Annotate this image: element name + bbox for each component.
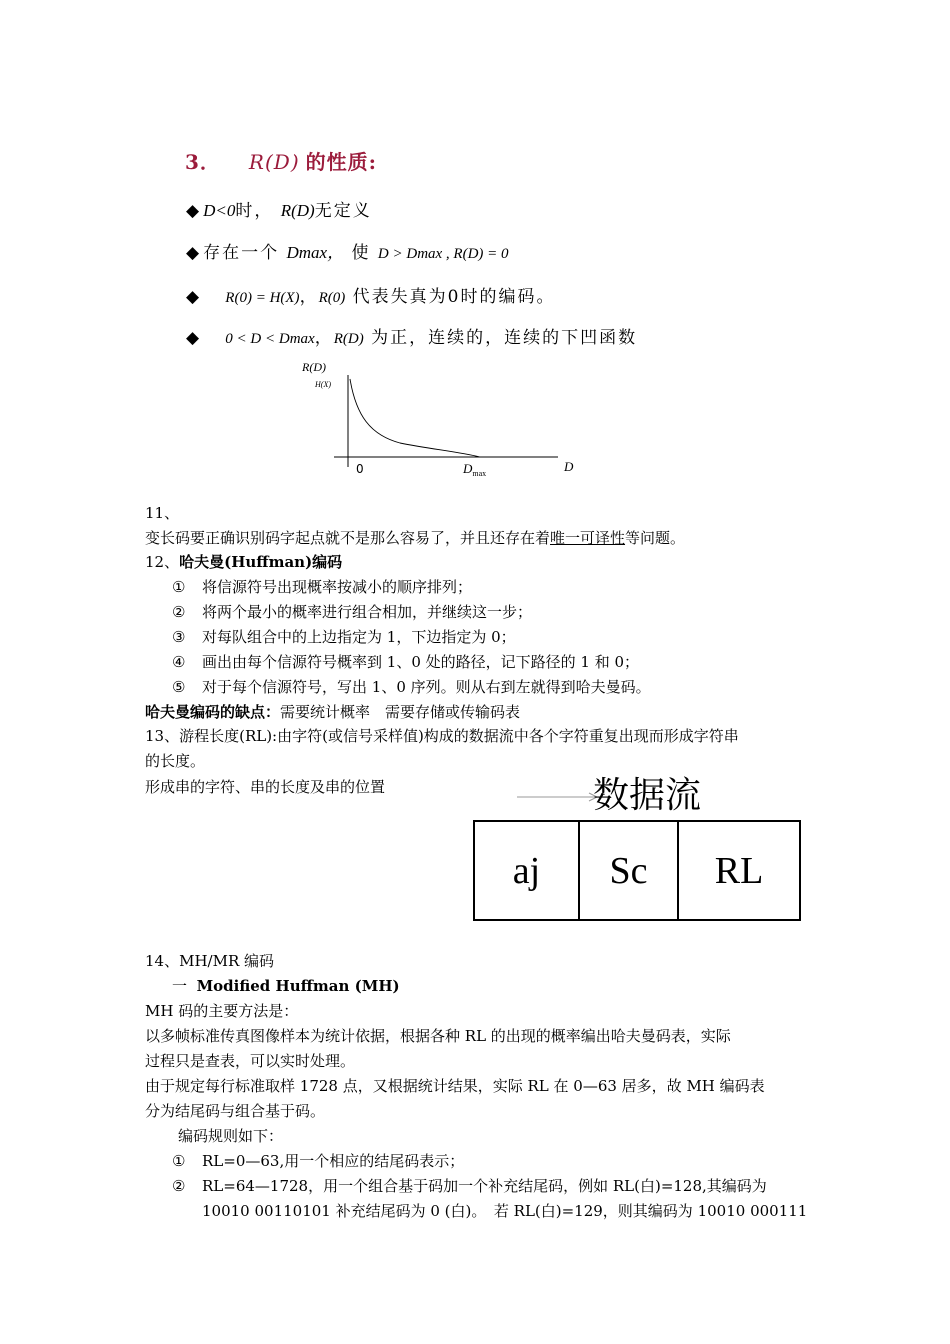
bullet-1-math: D<0 (203, 201, 236, 220)
item14-p2a: 以多帧标准传真图像样本为统计依据，根据各种 RL 的出现的概率编出哈夫曼码表，实际 (145, 1027, 731, 1045)
bullet-3-math2: R(0) (318, 290, 346, 306)
item12-title: 哈夫曼(Huffman)编码 (179, 553, 343, 571)
rule-item (172, 1175, 767, 1196)
step-mark: ② (172, 603, 186, 621)
step-mark: ③ (172, 628, 186, 646)
bullet-1 (186, 196, 372, 221)
heading-math: R(D) (248, 150, 300, 174)
huffman-step (172, 626, 516, 647)
bullet-3 (186, 282, 555, 307)
huffman-step (172, 651, 639, 672)
item11-number: 11、 (145, 504, 180, 522)
item14-p2b: 过程只是查表，可以实时处理。 (145, 1052, 356, 1070)
bullet-4 (186, 323, 637, 348)
step-text: 对于每个信源符号，写出 1、0 序列。则从右到左就得到哈夫曼码。 (202, 678, 651, 696)
huffman-step (172, 676, 651, 697)
item12-heading (145, 551, 342, 572)
item13-line2: 的长度。 (145, 752, 206, 770)
item11-underlined: 唯一可译性 (550, 529, 626, 547)
huffman-drawback (145, 701, 520, 722)
heading-number: 3． (185, 150, 221, 174)
origin-label: 0 (356, 462, 364, 476)
step-mark: ⑤ (172, 678, 186, 696)
cell-rl: RL (714, 849, 764, 892)
rule-item (172, 1150, 464, 1171)
rules-title: 编码规则如下： (178, 1127, 284, 1145)
step-text: 对每队组合中的上边指定为 1，下边指定为 0； (202, 628, 516, 646)
rd-curve (350, 379, 480, 457)
bullet-2-text: 存在一个 (203, 243, 280, 263)
bullet-2-text2: 使 (351, 243, 371, 263)
diamond-bullet-icon: ◆ (186, 287, 202, 307)
section-heading (185, 146, 377, 175)
huffman-step (172, 576, 472, 597)
step-text: 将两个最小的概率进行组合相加，并继续这一步； (202, 603, 533, 621)
item14-title: 14、MH/MR 编码 (145, 952, 275, 970)
bullet-3-text2: 代表失真为0时的编码。 (352, 287, 556, 307)
cell-sc: Sc (580, 822, 679, 919)
item14-p3b: 分为结尾码与组合基于码。 (145, 1102, 326, 1120)
diamond-bullet-icon: ◆ (186, 328, 202, 348)
bullet-3-math: R(0) = H(X) (225, 290, 300, 306)
y-label: R(D) (302, 360, 326, 374)
item13-line1: 13、游程长度(RL):由字符(或信号采样值)构成的数据流中各个字符重复出现而形成字符串 (145, 727, 739, 745)
rule-text-continued: 10010 00110101 补充结尾码为 0 (白)。 若 RL(白)=129，则其编码为 10010 000111 (202, 1202, 808, 1220)
diamond-bullet-icon: ◆ (186, 243, 202, 263)
run-length-table (473, 820, 801, 921)
bullet-2-math2: D > Dmax , R(D) = 0 (377, 246, 509, 262)
item13-line3: 形成串的字符、串的长度及串的位置 (145, 778, 386, 796)
bullet-1-text2: 无定义 (314, 201, 372, 221)
heading-text: 的性质: (305, 150, 378, 174)
data-stream-title: 数据流 (593, 775, 702, 816)
item12-number: 12、 (145, 553, 180, 571)
bullet-4-math: 0 < D < Dmax (225, 331, 315, 347)
rule-text: RL=0—63,用一个相应的结尾码表示； (202, 1152, 465, 1170)
bullet-2-math: Dmax， (286, 243, 345, 262)
bullet-4-math2: R(D) (333, 331, 364, 347)
huffman-step (172, 601, 532, 622)
drawback-text: 需要统计概率 需要存储或传输码表 (280, 703, 521, 721)
step-mark: ① (172, 578, 186, 596)
subtitle-text: Modified Huffman (MH) (196, 977, 400, 995)
bullet-3-text: ， (299, 287, 319, 307)
rule-mark: ② (172, 1177, 186, 1195)
bullet-2 (186, 238, 509, 263)
rd-curve-graph (290, 355, 600, 485)
dmax-label: $D_{max}$ (463, 461, 487, 478)
bullet-1-math2: R(D) (280, 201, 315, 220)
item11-text-after: 等问题。 (625, 529, 686, 547)
step-text: 将信源符号出现概率按减小的顺序排列； (202, 578, 473, 596)
subtitle-dash: 一 (172, 977, 188, 995)
step-mark: ④ (172, 653, 186, 671)
item14-p3a: 由于规定每行标准取样 1728 点，又根据统计结果，实际 RL 在 0—63 居多，故 MH 编码表 (145, 1077, 765, 1095)
x-label: D (564, 459, 574, 474)
item11-text-before: 变长码要正确识别码字起点就不是那么容易了，并且还存在着 (145, 529, 551, 547)
bullet-4-text: ， (314, 328, 334, 348)
item14-subtitle (172, 975, 400, 996)
diamond-bullet-icon: ◆ (186, 201, 202, 221)
stream-arrow (515, 790, 605, 804)
cell-aj: aj (475, 822, 580, 919)
step-text: 画出由每个信源符号概率到 1、0 处的路径，记下路径的 1 和 0； (202, 653, 640, 671)
bullet-1-text: 时， (235, 201, 274, 221)
item11-text (145, 527, 685, 548)
rule-text: RL=64—1728，用一个组合基于码加一个补充结尾码，例如 RL(白)=128,其编码为 (202, 1177, 767, 1195)
item14-p1: MH 码的主要方法是： (145, 1002, 299, 1020)
rule-mark: ① (172, 1152, 186, 1170)
bullet-4-text2: 为正，连续的，连续的下凹函数 (371, 328, 638, 348)
y-intercept-label: H(X) (315, 380, 331, 389)
drawback-label: 哈夫曼编码的缺点： (145, 703, 281, 721)
